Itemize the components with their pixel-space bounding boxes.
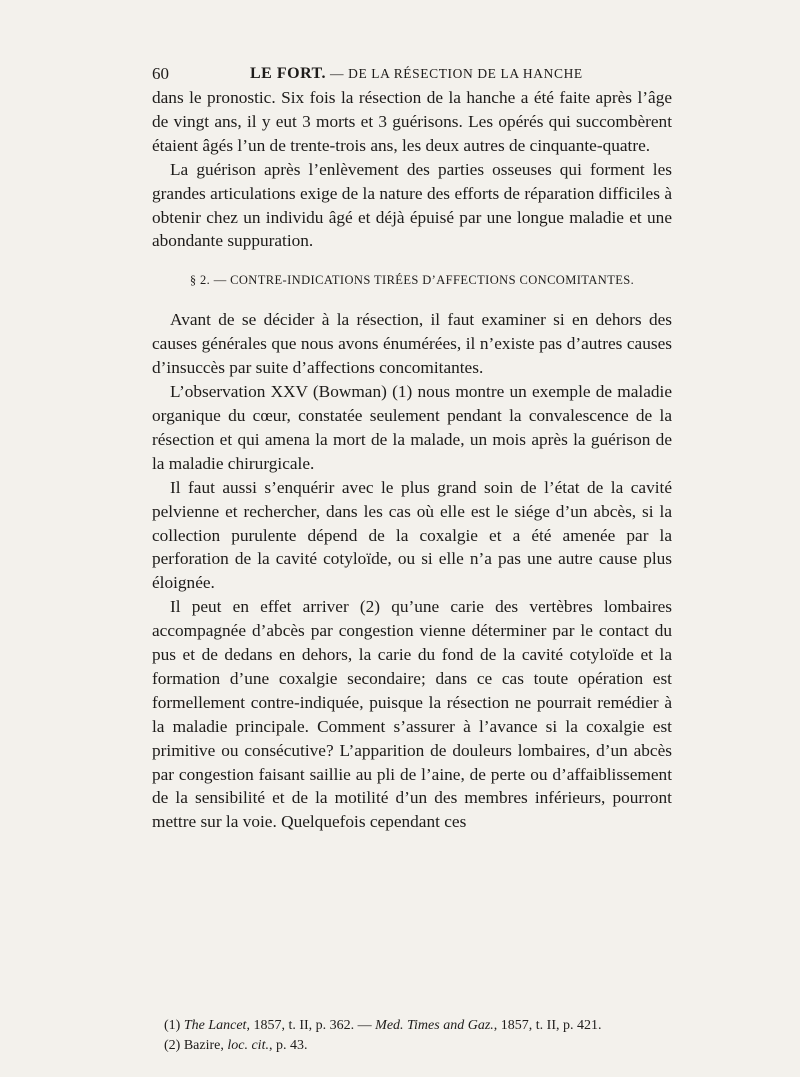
- header-title: — DE LA RÉSECTION DE LA HANCHE: [326, 66, 583, 81]
- paragraph-1: dans le pronostic. Six fois la résection de la hanche a été faite après l’âge de vingt ans, il y eut 3 morts et 3 guérisons. Les opérés qui succombèrent étaient âgés l’un de trente-trois ans, les deux autres de cinquante-quatre.: [152, 88, 672, 155]
- footnote-loc-cit: loc. cit.: [227, 1037, 269, 1053]
- paragraph-2: La guérison après l’enlèvement des parties osseuses qui forment les grandes articulations exige de la nature des efforts de réparation difficiles à obtenir chez un individu âgé et déjà épuisé par une longue maladie et une abondante suppuration.: [152, 159, 672, 251]
- paragraph-6: Il peut en effet arriver (2) qu’une carie des vertèbres lombaires accompagnée d’abcès par congestion vienne déterminer par le contact du pus et de dedans en dehors, la carie du fond de la cavité cotyloïde et la formation d’une coxalgie secondaire; dans ce cas toute opération est formellement contre-indiquée, puisque la résection ne pourrait remédier à la maladie principale. Comment s’assurer à l’avance si la coxalgie est primitive ou consécutive? L’apparition de douleurs lombaires, d’un abcès par congestion faisant saillie au pli de l’aine, de perte ou d’affaiblissement de la sensibilité et de la motilité d’un des membres inférieurs, pourront mettre sur la voie. Quelquefois cependant ces: [152, 597, 672, 832]
- section-heading: § 2. — CONTRE-INDICATIONS TIRÉES D’AFFECTIONS CONCOMITANTES.: [189, 273, 635, 288]
- running-title: [250, 62, 583, 86]
- footnote-source: The Lancet: [183, 1018, 247, 1033]
- paragraph-4: L’observation XXV (Bowman) (1) nous montre un exemple de maladie organique du cœur, constatée seulement pendant la convalescence de la résection et qui amena la mort de la malade, un mois après la guérison de la maladie chirurgicale.: [152, 382, 672, 473]
- body-text: [152, 86, 672, 834]
- paragraph-5: Il faut aussi s’enquérir avec le plus grand soin de l’état de la cavité pelvienne et rechercher, dans les cas où elle est le siége d’un abcès, si la collection purulente dépend de la coxalgie et a été amenée par la perforation de la cavité cotyloïde, ou si elle n’a pas une autre cause plus éloignée.: [152, 477, 672, 593]
- footnotes: [164, 1016, 672, 1055]
- running-header: [152, 62, 672, 86]
- header-author: LE FORT.: [250, 65, 327, 82]
- footnote-1: (1) The Lancet, 1857, t. II, p. 362. — Med. Times and Gaz., 1857, t. II, p. 421.: [164, 1018, 602, 1033]
- paragraph-3: Avant de se décider à la résection, il faut examiner si en dehors des causes générales que nous avons énumérées, il n’existe pas d’autres causes d’insuccès par suite d’affections concomitantes.: [152, 310, 672, 378]
- footnote-2: (2) Bazire, loc. cit., p. 43.: [164, 1037, 308, 1053]
- footnote-source: Med. Times and Gaz.: [375, 1018, 494, 1033]
- page-number: 60: [152, 64, 169, 83]
